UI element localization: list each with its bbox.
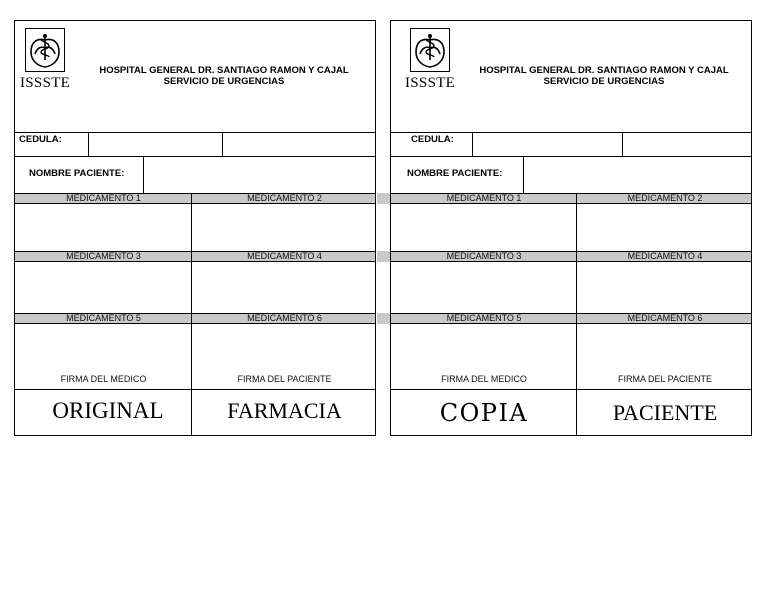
issste-emblem-icon (25, 28, 65, 72)
issste-logo (405, 27, 463, 95)
medication-3-field[interactable] (15, 262, 192, 313)
medication-band-3 (391, 313, 751, 324)
hospital-name (467, 65, 741, 87)
hospital-line-2: SERVICIO DE URGENCIAS (163, 76, 285, 87)
medication-4-label: MEDICAMENTO 4 (627, 251, 703, 261)
cedula-field-2[interactable] (223, 133, 377, 156)
medication-1-label: MEDICAMENTO 1 (66, 193, 141, 203)
medication-2-label: MEDICAMENTO 2 (247, 193, 322, 203)
cedula-label: CEDULA: (411, 134, 454, 145)
logo-text: ISSSTE (20, 75, 71, 91)
medication-2-field[interactable] (577, 204, 753, 251)
doctor-signature-label: FIRMA DEL MEDICO (441, 374, 527, 384)
patient-signature-label: FIRMA DEL PACIENTE (237, 374, 332, 384)
hospital-line-1: HOSPITAL GENERAL DR. SANTIAGO RAMON Y CAJAL (99, 65, 349, 76)
stamp-copia: COPIA (439, 399, 529, 427)
medication-3-label: MEDICAMENTO 3 (446, 251, 522, 261)
medication-band-3 (15, 313, 375, 324)
stamp-paciente: PACIENTE (612, 400, 718, 425)
patient-signature-label: FIRMA DEL PACIENTE (617, 374, 713, 384)
stamp-original: ORIGINAL (52, 398, 164, 423)
cedula-label: CEDULA: (19, 134, 62, 145)
issste-logo (20, 27, 78, 95)
medication-6-field[interactable] (577, 324, 753, 372)
prescription-form-copy (390, 20, 752, 436)
issste-emblem-icon (410, 28, 450, 72)
patient-name-label: NOMBRE PACIENTE: (407, 168, 503, 179)
logo-text: ISSSTE (405, 75, 456, 91)
medication-2-label: MEDICAMENTO 2 (627, 193, 703, 203)
medication-band-1 (15, 193, 375, 204)
medication-6-label: MEDICAMENTO 6 (627, 313, 703, 323)
hospital-name (85, 65, 363, 87)
medication-1-field[interactable] (391, 204, 577, 251)
medication-4-field[interactable] (192, 262, 377, 313)
cedula-field-1[interactable] (89, 133, 223, 156)
medication-6-label: MEDICAMENTO 6 (247, 313, 322, 323)
band-gap-2 (377, 251, 391, 262)
medication-4-field[interactable] (577, 262, 753, 313)
medication-band-2 (391, 251, 751, 262)
hospital-line-2: SERVICIO DE URGENCIAS (543, 76, 665, 87)
patient-name-field[interactable] (524, 157, 753, 193)
medication-1-label: MEDICAMENTO 1 (446, 193, 522, 203)
band-gap-3 (377, 313, 391, 324)
cedula-field-1[interactable] (473, 133, 623, 156)
medication-5-label: MEDICAMENTO 5 (446, 313, 522, 323)
medication-6-field[interactable] (192, 324, 377, 372)
medication-4-label: MEDICAMENTO 4 (247, 251, 322, 261)
cedula-field-2[interactable] (623, 133, 753, 156)
hospital-line-1: HOSPITAL GENERAL DR. SANTIAGO RAMON Y CAJAL (479, 65, 729, 76)
band-gap-1 (377, 193, 391, 204)
medication-5-field[interactable] (15, 324, 192, 372)
medication-1-field[interactable] (15, 204, 192, 251)
medication-3-field[interactable] (391, 262, 577, 313)
medication-band-1 (391, 193, 751, 204)
medication-band-2 (15, 251, 375, 262)
medication-5-label: MEDICAMENTO 5 (66, 313, 141, 323)
stamp-farmacia: FARMACIA (227, 398, 342, 423)
doctor-signature-label: FIRMA DEL MEDICO (60, 374, 147, 384)
patient-name-field[interactable] (144, 157, 377, 193)
medication-2-field[interactable] (192, 204, 377, 251)
prescription-form-original (14, 20, 376, 436)
medication-5-field[interactable] (391, 324, 577, 372)
patient-name-label: NOMBRE PACIENTE: (29, 168, 125, 179)
medication-3-label: MEDICAMENTO 3 (66, 251, 141, 261)
